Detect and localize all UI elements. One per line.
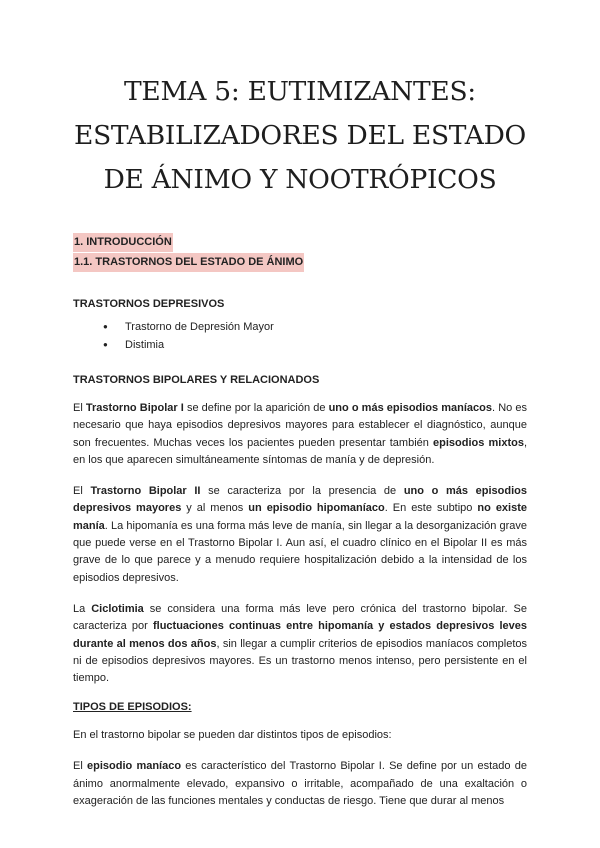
title-line-2: DE ÁNIMO Y NOOTRÓPICOS	[103, 164, 497, 195]
depressive-disorders-heading: TRASTORNOS DEPRESIVOS	[73, 298, 225, 310]
cyclothymia-paragraph: La Ciclotimia se considera una forma más leve pero crónica del trastorno bipolar. Se caracteriza por fluctuaciones continuas entre hipomanía y estados depresivos leves durante al menos dos años, sin llegar a cumplir criterios de episodios maníacos completos ni de episodios depresivos mayores. Es un trastorno menos intenso, pero persistente en el tiempo.	[73, 602, 528, 685]
bipolar-i-paragraph: El Trastorno Bipolar I se define por la aparición de uno o más episodios maníacos. No es necesario que haya episodios depresivos mayores para establecer el diagnóstico, aunque son frecuentes. Muchas veces los pacientes pueden presentar también episodios mixtos, en los que aparecen simultáneamente síntomas de manía y de depresión.	[73, 402, 528, 466]
document-title	[73, 0, 527, 202]
episode-types-intro: En el trastorno bipolar se pueden dar distintos tipos de episodios:	[73, 729, 392, 742]
bipolar-ii-paragraph: El Trastorno Bipolar II se caracteriza por la presencia de uno o más episodios depresivos mayores y al menos un episodio hipomaníaco. En este subtipo no existe manía. La hipomanía es una forma más leve de manía, sin llegar a la desorganización grave que puede verse en el Trastorno Bipolar I. Aun así, el cuadro clínico en el Bipolar II es más grave de lo que parece y a menudo requiere hospitalización debido a la intensidad de los episodios depresivos.	[73, 485, 528, 584]
manic-episode-paragraph: El episodio maníaco es característico del Trastorno Bipolar I. Se define por un estado de ánimo anormalmente elevado, expansivo o irritable, acompañado de una exaltación o exageración de las funciones mentales y conductas de riesgo. Tiene que durar al menos	[73, 760, 527, 808]
title-line-1: TEMA 5: EUTIMIZANTES: ESTABILIZADORES DEL ESTADO	[74, 76, 526, 151]
episode-types-heading: TIPOS DE EPISODIOS:	[73, 701, 192, 714]
bipolar-disorders-heading: TRASTORNOS BIPOLARES Y RELACIONADOS	[73, 374, 320, 386]
list-item: ● Trastorno de Depresión Mayor	[103, 318, 527, 336]
mood-disorders-heading: 1.1. TRASTORNOS DEL ESTADO DE ÁNIMO	[73, 253, 304, 272]
depressive-disorders-list	[73, 318, 527, 354]
intro-heading: 1. INTRODUCCIÓN	[73, 233, 173, 252]
list-item: ● Distimia	[103, 336, 527, 354]
section-headings	[73, 232, 527, 272]
